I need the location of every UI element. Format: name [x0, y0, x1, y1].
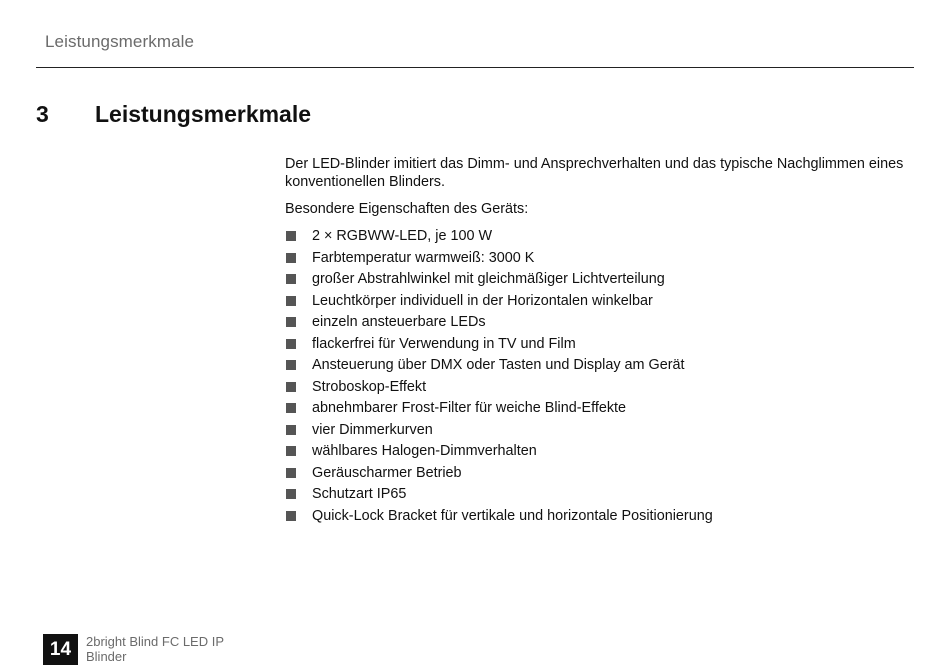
feature-text: Geräuscharmer Betrieb: [312, 464, 462, 481]
square-bullet-icon: [286, 253, 296, 263]
feature-text: wählbares Halogen-Dimmverhalten: [312, 443, 537, 459]
square-bullet-icon: [286, 489, 296, 499]
footer-product-name: 2bright Blind FC LED IP Blinder: [86, 634, 224, 664]
list-item: [285, 485, 910, 507]
list-item: [285, 399, 910, 421]
list-item: [285, 227, 910, 249]
features-heading: Besondere Eigenschaften des Geräts:: [285, 201, 529, 217]
feature-text: Quick-Lock Bracket für vertikale und horizontale Positionierung: [312, 507, 713, 524]
page-number: 14: [43, 634, 78, 665]
square-bullet-icon: [286, 296, 296, 306]
header-divider: [36, 67, 914, 68]
feature-text: Schutzart IP65: [312, 486, 407, 502]
feature-text: Ansteuerung über DMX oder Tasten und Display am Gerät: [312, 357, 685, 373]
square-bullet-icon: [286, 231, 296, 241]
square-bullet-icon: [286, 317, 296, 327]
feature-text: Stroboskop-Effekt: [312, 378, 427, 395]
intro-paragraph: Der LED-Blinder imitiert das Dimm- und Ansprechverhalten und das typische Nachglimmen eines konventionellen Blinders.: [285, 156, 904, 190]
list-item: [285, 507, 910, 529]
features-list: [285, 227, 910, 528]
square-bullet-icon: [286, 274, 296, 284]
feature-text: 2 × RGBWW-LED, je 100 W: [312, 228, 493, 244]
feature-text: großer Abstrahlwinkel mit gleichmäßiger Lichtverteilung: [312, 271, 665, 287]
square-bullet-icon: [286, 468, 296, 478]
chapter-number: 3: [36, 101, 49, 127]
chapter-title: Leistungsmerkmale: [95, 101, 312, 127]
list-item: [285, 313, 910, 335]
feature-text: einzeln ansteuerbare LEDs: [312, 314, 486, 330]
list-item: [285, 292, 910, 314]
list-item: [285, 335, 910, 357]
feature-text: Farbtemperatur warmweiß: 3000 K: [312, 249, 535, 266]
list-item: [285, 442, 910, 464]
square-bullet-icon: [286, 360, 296, 370]
square-bullet-icon: [286, 403, 296, 413]
running-header: Leistungsmerkmale: [45, 32, 195, 51]
square-bullet-icon: [286, 382, 296, 392]
list-item: [285, 270, 910, 292]
square-bullet-icon: [286, 425, 296, 435]
list-item: [285, 464, 910, 486]
square-bullet-icon: [286, 511, 296, 521]
list-item: [285, 356, 910, 378]
square-bullet-icon: [286, 446, 296, 456]
feature-text: flackerfrei für Verwendung in TV und Film: [312, 335, 576, 352]
feature-text: abnehmbarer Frost-Filter für weiche Blind-Effekte: [312, 400, 627, 416]
list-item: [285, 249, 910, 271]
feature-text: vier Dimmerkurven: [312, 421, 433, 438]
list-item: [285, 378, 910, 400]
chapter-content: [285, 155, 910, 528]
square-bullet-icon: [286, 339, 296, 349]
list-item: [285, 421, 910, 443]
feature-text: Leuchtkörper individuell in der Horizontalen winkelbar: [312, 292, 653, 309]
